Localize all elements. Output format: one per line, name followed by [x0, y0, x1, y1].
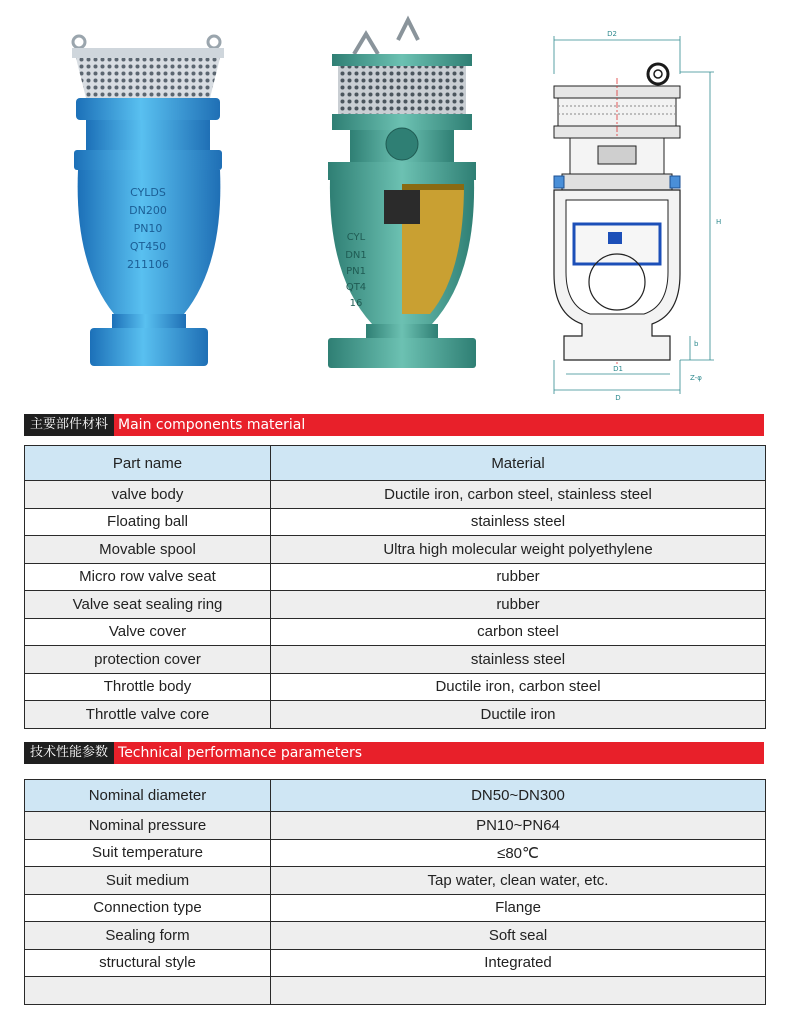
header-material: Material	[271, 446, 766, 481]
material-cell: stainless steel	[271, 646, 766, 674]
material-cell: Ductile iron, carbon steel	[271, 673, 766, 701]
cutaway-marking: QT4	[345, 282, 367, 293]
valve-marking: QT450	[129, 240, 167, 253]
valve-brand: CYLDS	[130, 186, 166, 199]
table-row	[25, 780, 766, 812]
drawing-label-h: H	[716, 218, 722, 226]
cutaway-brand: CYL	[346, 232, 366, 243]
table-row	[25, 894, 766, 922]
materials-section-header	[24, 414, 764, 436]
param-name-cell: Sealing form	[25, 922, 271, 950]
header-part-name: Part name	[25, 446, 271, 481]
param-value-cell	[271, 977, 766, 1005]
table-row	[25, 508, 766, 536]
param-name-cell: Suit temperature	[25, 839, 271, 867]
table-row	[25, 839, 766, 867]
materials-title-cn: 主要部件材料	[24, 414, 114, 436]
table-row	[25, 646, 766, 674]
product-images	[0, 0, 800, 405]
param-name-cell: structural style	[25, 949, 271, 977]
table-row	[25, 618, 766, 646]
material-cell: carbon steel	[271, 618, 766, 646]
table-row	[25, 563, 766, 591]
technical-drawing	[540, 14, 730, 404]
table-row	[25, 867, 766, 895]
cutaway-marking: DN1	[345, 250, 367, 261]
part-name-cell: valve body	[25, 481, 271, 509]
param-name-cell: Connection type	[25, 894, 271, 922]
params-title-cn: 技术性能参数	[24, 742, 114, 764]
param-name-cell: Nominal diameter	[25, 780, 271, 812]
params-table	[24, 779, 766, 1005]
material-cell: stainless steel	[271, 508, 766, 536]
material-cell: Ultra high molecular weight polyethylene	[271, 536, 766, 564]
materials-table	[24, 445, 766, 729]
table-row	[25, 949, 766, 977]
param-value-cell: Flange	[271, 894, 766, 922]
part-name-cell: protection cover	[25, 646, 271, 674]
table-row	[25, 673, 766, 701]
table-row	[25, 812, 766, 840]
param-name-cell	[25, 977, 271, 1005]
part-name-cell: Throttle valve core	[25, 701, 271, 729]
valve-marking: 211106	[127, 258, 169, 271]
material-cell: Ductile iron, carbon steel, stainless steel	[271, 481, 766, 509]
table-row	[25, 591, 766, 619]
valve-photo	[64, 14, 234, 384]
drawing-label-b: b	[694, 340, 699, 348]
drawing-label-d1: D1	[613, 365, 623, 373]
cutaway-render	[318, 14, 486, 384]
table-row	[25, 701, 766, 729]
table-row	[25, 481, 766, 509]
valve-marking: PN10	[133, 222, 163, 235]
param-value-cell: Soft seal	[271, 922, 766, 950]
cutaway-marking: 16	[349, 298, 363, 309]
drawing-label-top: D2	[607, 30, 617, 38]
params-title-en: Technical performance parameters	[118, 745, 363, 761]
param-value-cell: ≤80℃	[271, 839, 766, 867]
param-value-cell: Integrated	[271, 949, 766, 977]
part-name-cell: Valve seat sealing ring	[25, 591, 271, 619]
part-name-cell: Throttle body	[25, 673, 271, 701]
param-value-cell: Tap water, clean water, etc.	[271, 867, 766, 895]
param-name-cell: Suit medium	[25, 867, 271, 895]
part-name-cell: Valve cover	[25, 618, 271, 646]
param-value-cell: DN50~DN300	[271, 780, 766, 812]
table-row	[25, 922, 766, 950]
valve-marking: DN200	[129, 204, 167, 217]
table-row	[25, 536, 766, 564]
material-cell: rubber	[271, 563, 766, 591]
cutaway-marking: PN1	[346, 266, 366, 277]
part-name-cell: Micro row valve seat	[25, 563, 271, 591]
params-section-header	[24, 742, 764, 764]
materials-title-en: Main components material	[118, 417, 306, 433]
material-cell: rubber	[271, 591, 766, 619]
part-name-cell: Floating ball	[25, 508, 271, 536]
param-value-cell: PN10~PN64	[271, 812, 766, 840]
table-header-row	[25, 446, 766, 481]
param-name-cell: Nominal pressure	[25, 812, 271, 840]
drawing-label-holes: Z-φ	[690, 374, 702, 382]
drawing-label-d: D	[615, 394, 621, 402]
table-row	[25, 977, 766, 1005]
part-name-cell: Movable spool	[25, 536, 271, 564]
material-cell: Ductile iron	[271, 701, 766, 729]
